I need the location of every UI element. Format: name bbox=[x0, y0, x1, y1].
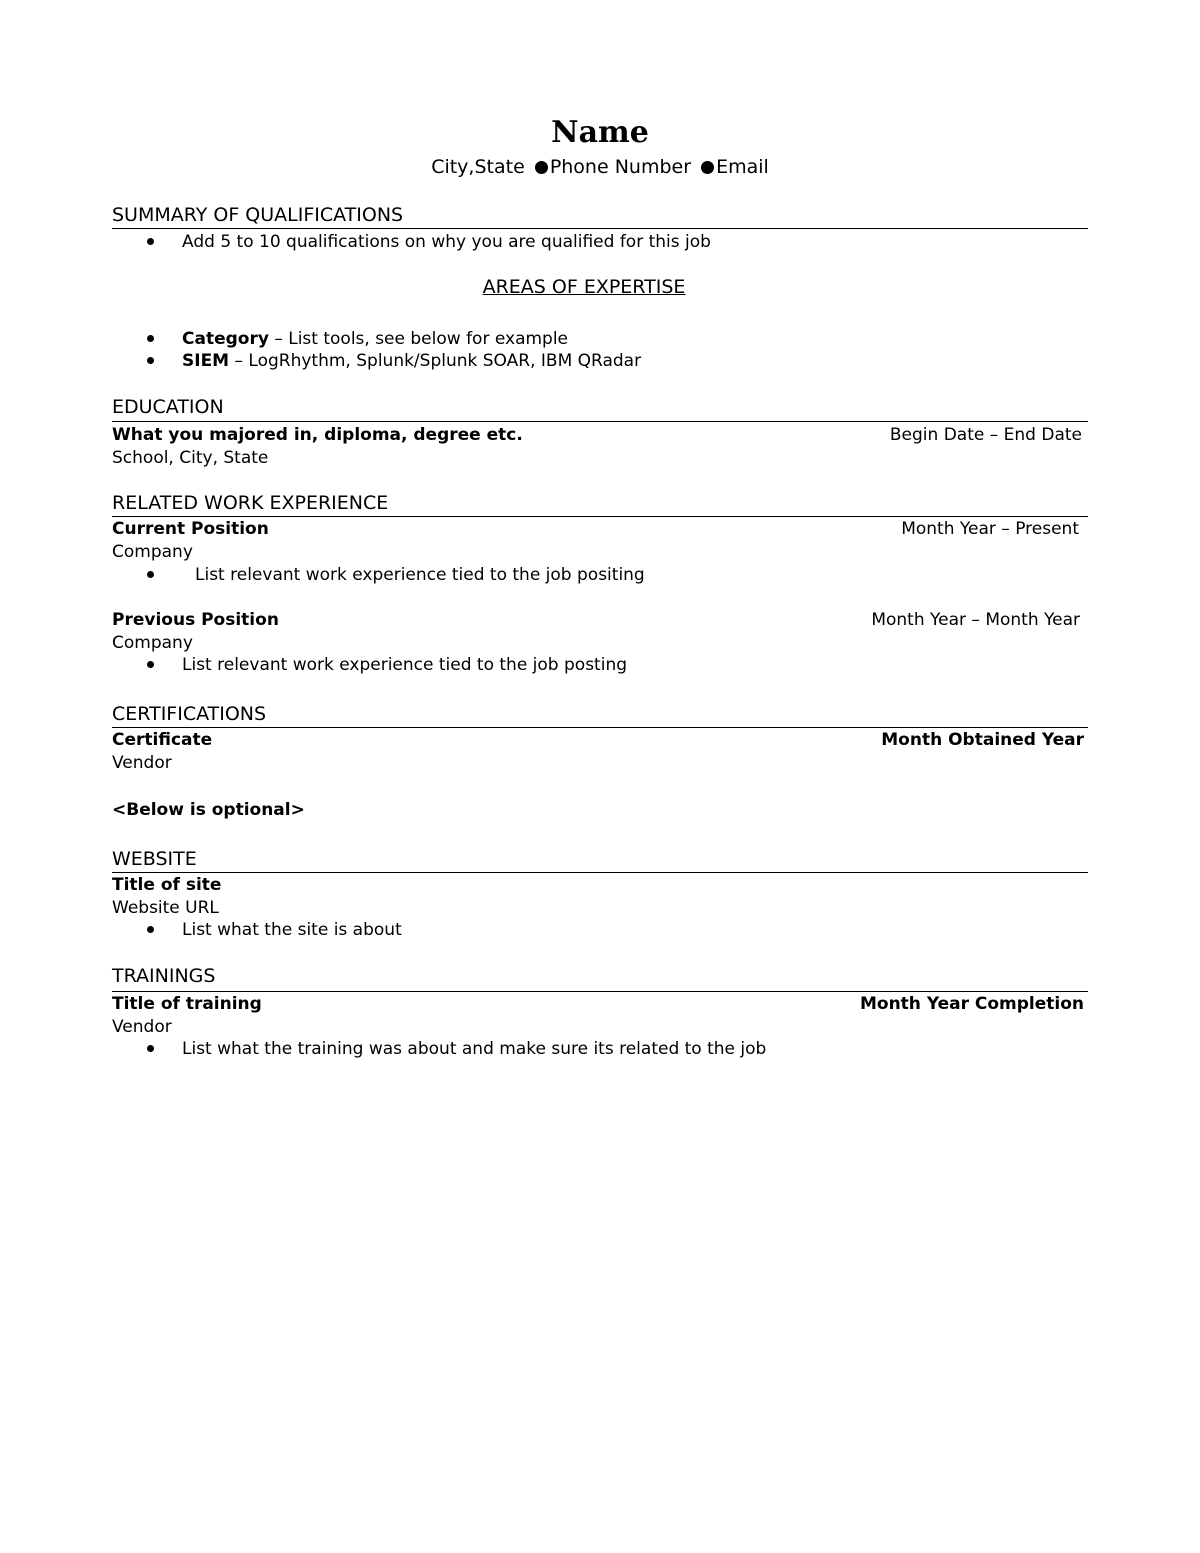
certifications-heading: CERTIFICATIONS bbox=[112, 703, 267, 725]
bullet-icon bbox=[147, 335, 154, 342]
website-rule bbox=[112, 872, 1088, 873]
optional-note: <Below is optional> bbox=[112, 800, 305, 820]
experience-rule bbox=[112, 516, 1088, 517]
expertise-label: SIEM bbox=[182, 351, 230, 371]
website-heading: WEBSITE bbox=[112, 848, 197, 870]
bullet-icon bbox=[147, 926, 154, 933]
job-dates: Month Year – Month Year bbox=[871, 610, 1080, 630]
job-position: Previous Position bbox=[112, 610, 279, 630]
candidate-name: Name bbox=[551, 115, 649, 150]
job-company: Company bbox=[112, 542, 193, 562]
location-text: City,State bbox=[431, 156, 525, 178]
bullet-icon bbox=[147, 1045, 154, 1052]
expertise-label: Category bbox=[182, 329, 269, 349]
education-dates: Begin Date – End Date bbox=[889, 425, 1082, 445]
training-title: Title of training bbox=[112, 994, 262, 1014]
summary-bullet: Add 5 to 10 qualifications on why you are qualified for this job bbox=[182, 232, 711, 252]
education-heading: EDUCATION bbox=[112, 396, 224, 418]
certificate-name: Certificate bbox=[112, 730, 213, 750]
expertise-text: – LogRhythm, Splunk/Splunk SOAR, IBM QRadar bbox=[229, 351, 642, 371]
website-url: Website URL bbox=[112, 898, 219, 918]
summary-heading: SUMMARY OF QUALIFICATIONS bbox=[112, 204, 404, 226]
training-vendor: Vendor bbox=[112, 1017, 172, 1037]
trainings-heading: TRAININGS bbox=[112, 965, 216, 987]
expertise-item bbox=[182, 350, 641, 372]
separator-dot-icon bbox=[535, 161, 548, 174]
separator-dot-icon bbox=[701, 161, 714, 174]
bullet-icon bbox=[147, 661, 154, 668]
website-title: Title of site bbox=[112, 875, 222, 895]
job-bullet: List relevant work experience tied to the job positing bbox=[195, 565, 645, 585]
bullet-icon bbox=[147, 238, 154, 245]
email-text: Email bbox=[716, 156, 769, 178]
job-position: Current Position bbox=[112, 519, 269, 539]
expertise-item bbox=[182, 328, 568, 350]
experience-heading: RELATED WORK EXPERIENCE bbox=[112, 492, 389, 514]
phone-text: Phone Number bbox=[549, 156, 692, 178]
certifications-rule bbox=[112, 727, 1088, 728]
expertise-text: – List tools, see below for example bbox=[268, 329, 569, 349]
job-company: Company bbox=[112, 633, 193, 653]
expertise-heading: AREAS OF EXPERTISE bbox=[482, 276, 686, 298]
job-bullet: List relevant work experience tied to the job posting bbox=[182, 655, 628, 675]
certificate-date: Month Obtained Year bbox=[881, 730, 1084, 750]
education-rule bbox=[112, 421, 1088, 422]
trainings-rule bbox=[112, 991, 1088, 992]
education-school: School, City, State bbox=[112, 448, 269, 468]
certificate-vendor: Vendor bbox=[112, 753, 172, 773]
training-bullet: List what the training was about and make sure its related to the job bbox=[182, 1039, 767, 1059]
summary-rule bbox=[112, 228, 1088, 229]
website-bullet: List what the site is about bbox=[182, 920, 402, 940]
bullet-icon bbox=[147, 357, 154, 364]
job-dates: Month Year – Present bbox=[901, 519, 1079, 539]
contact-line bbox=[0, 154, 1200, 180]
education-degree: What you majored in, diploma, degree etc. bbox=[112, 425, 523, 445]
training-date: Month Year Completion bbox=[859, 994, 1084, 1014]
bullet-icon bbox=[147, 571, 154, 578]
